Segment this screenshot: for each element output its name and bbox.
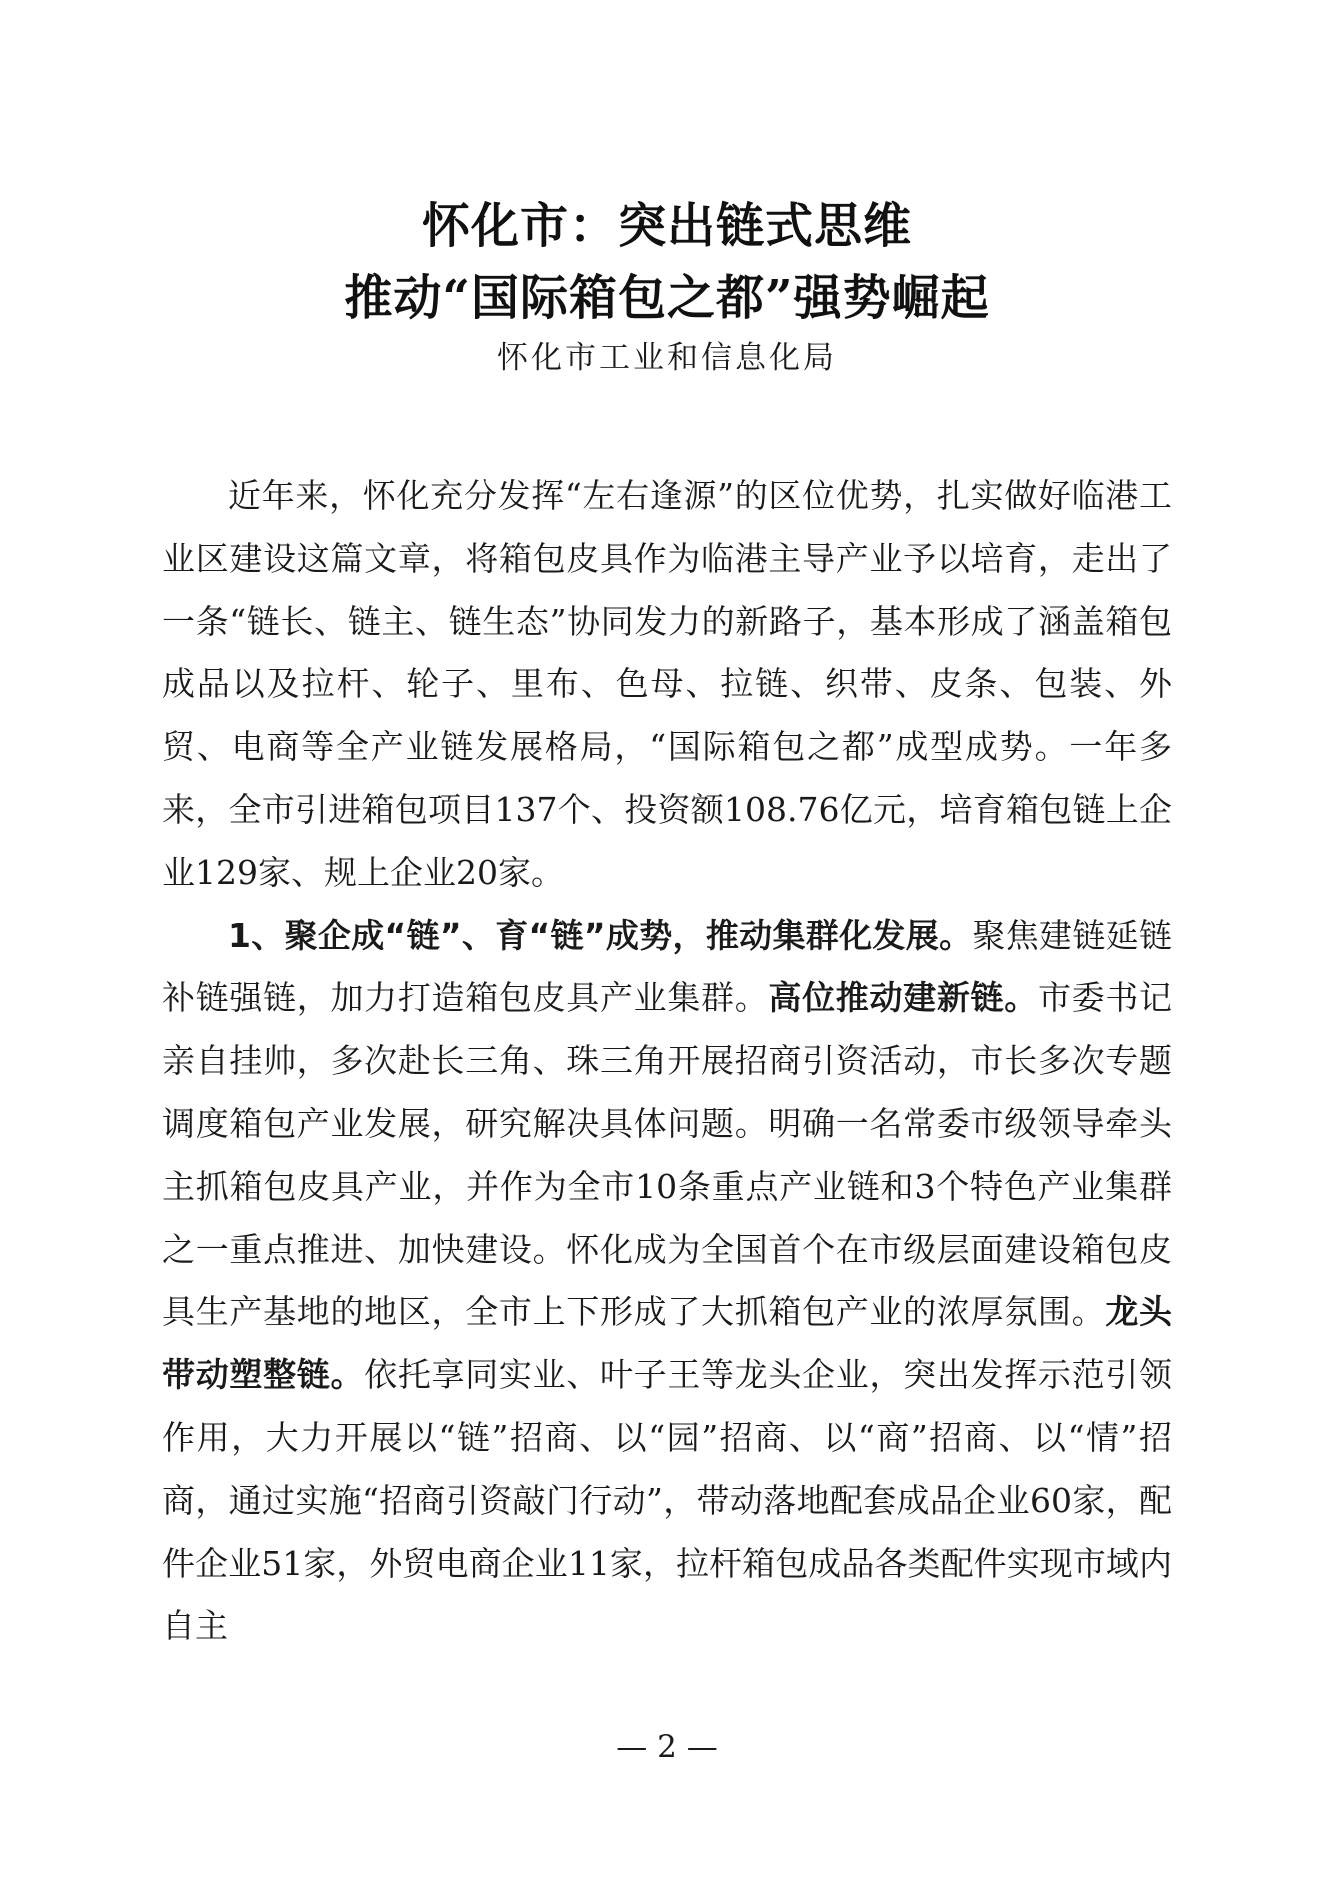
paragraph-section-1 [162, 905, 1172, 1659]
section-text-1: 聚焦建链延链补链强链，加力打造箱包皮具产业集群。 [162, 915, 1173, 1018]
document-title [0, 190, 1334, 334]
page-number: — 2 — [616, 1729, 718, 1765]
article-body [162, 465, 1172, 1658]
title-line-1: 怀化市：突出链式思维 [421, 198, 912, 254]
title-line-2: 推动“国际箱包之都”强势崛起 [344, 270, 990, 326]
section-text-3: 依托享同实业、叶子王等龙头企业，突出发挥示范引领作用，大力开展以“链”招商、以“园”招商、以“商”招商、以“情”招商，通过实施“招商引资敲门行动”，带动落地配套成品企业60家，配件企业51家，外贸电商企业11家，拉杆箱包成品各类配件实现市域内自主 [162, 1355, 1173, 1646]
section-keyword-1: 高位推动建新链。 [768, 978, 1038, 1018]
author-line: 怀化市工业和信息化局 [497, 340, 837, 376]
paragraph-intro-text: 近年来，怀化充分发挥“左右逢源”的区位优势，扎实做好临港工业区建设这篇文章，将箱包皮具作为临港主导产业予以培育，走出了一条“链长、链主、链生态”协同发力的新路子，基本形成了涵盖箱包成品以及拉杆、轮子、里布、色母、拉链、织带、皮条、包装、外贸、电商等全产业链发展格局，“国际箱包之都”成型成势。一年多来，全市引进箱包项目137个、投资额108.76亿元，培育箱包链上企业129家、规上企业20家。 [162, 476, 1172, 892]
section-heading: 1、聚企成“链”、育“链”成势，推动集群化发展。 [228, 915, 973, 955]
section-keyword-2: 龙头带动塑整链。 [162, 1292, 1173, 1395]
section-text-2: 市委书记亲自挂帅，多次赴长三角、珠三角开展招商引资活动，市长多次专题调度箱包产业发展，研究解决具体问题。明确一名常委市级领导牵头主抓箱包皮具产业，并作为全市10条重点产业链和3个特色产业集群之一重点推进、加快建设。怀化成为全国首个在市级层面建设箱包皮具生产基地的地区，全市上下形成了大抓箱包产业的浓厚氛围。 [162, 978, 1173, 1332]
paragraph-intro [162, 465, 1172, 905]
